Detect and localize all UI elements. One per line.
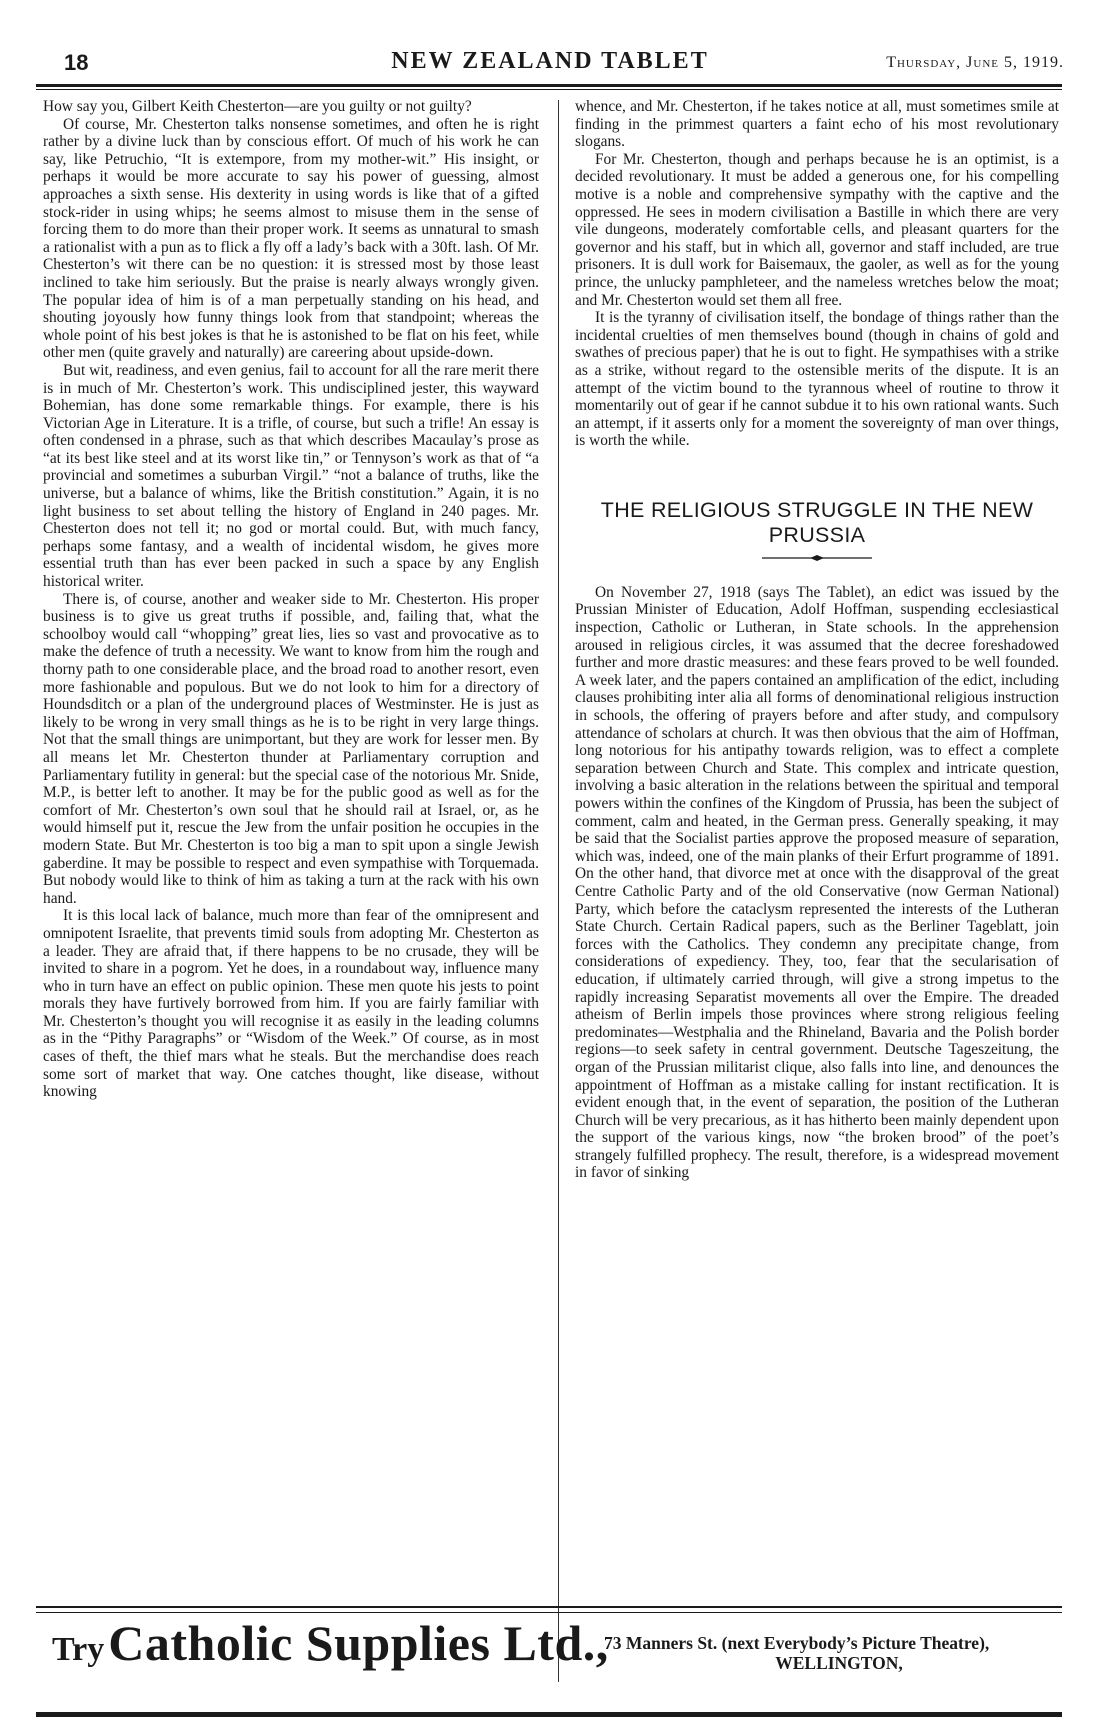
masthead: NEW ZEALAND TABLET: [391, 48, 709, 74]
left-column: [43, 98, 539, 1101]
footer-rule-top: [36, 1606, 1062, 1608]
article-paragraph: On November 27, 1918 (says The Tablet), an edict was issued by the Prussian Minister of Education, Adolf Hoffman, suspending ecclesiastical inspection, Catholic or Lutheran, in State schools. In the apprehension aroused in religious circles, it was assumed that the decree foreshadowed further and more drastic measures: and these fears proved to be well founded. A week later, and the papers contained an amplification of the edict, including clauses prohibiting inter alia all forms of denominational religious instruction in schools, the offering of prayers before and after study, and compulsory attendance of scholars at church. It was then obvious that the aim of Hoffman, long notorious for his antipathy towards religion, was to effect a complete separation between Church and State. This complex and intricate question, involving a basic alteration in the relations between the spiritual and temporal powers within the confines of the Kingdom of Prussia, has been the subject of comment, calm and heated, in the German press. Generally speaking, it may be said that the Socialist parties approve the proposed measure of separation, which was, indeed, one of the main planks of their Erfurt programme of 1891. On the other hand, that divorce met at once with the disapproval of the great Centre Catholic Party and of the old Conservative (now German National) Party, which before the cataclysm represented the interests of the Lutheran State Church. Certain Radical papers, such as the Berliner Tageblatt, join forces with the Catholics. They condemn any precipitate change, from considerations of expediency. They, too, fear that the secularisation of education, if ultimately carried through, will give a strong impetus to the rapidly increasing Separatist movements all over the Empire. The dreaded atheism of Berlin impels those provinces where strong religious feeling predominates—Westphalia and the Rhineland, Bavaria and the Polish border regions—to seek safety in central government. Deutsche Tageszeitung, the organ of the Prussian militarist clique, also falls into line, and denounces the appointment of Hoffman as a mistake calling for instant rectification. It is evident enough that, in the event of separation, the position of the Lutheran Church will be very precarious, as it has hitherto been mainly dependent upon the support of the various kings, now “the broken brood” of the poet’s strangely fulfilled prophecy. The result, therefore, is a widespread movement in favor of sinking: [575, 583, 1059, 1182]
column-divider: [558, 100, 559, 1682]
advertisement-headline: [52, 1614, 609, 1672]
header-rule-thick: [36, 84, 1062, 87]
ad-company-name: Catholic Supplies Ltd.,: [108, 1615, 609, 1671]
right-paragraph: It is the tyranny of civilisation itself, the bondage of things rather than the incidental cruelties of men themselves bound (though in chains of gold and swathes of precious paper) that he is out to fight. He sympathises with a strike as a strike, without regard to the ostensible merits of the dispute. It is an attempt of the victim bound to the tyrannous wheel of routine to throw it momentarily out of gear if he cannot subdue it to his own rational wants. Such an attempt, if it asserts only for a moment the sovereignty of man over things, is worth the while.: [575, 309, 1059, 450]
right-column: [575, 98, 1059, 1182]
article-title: THE RELIGIOUS STRUGGLE IN THE NEW PRUSSIA: [600, 497, 1034, 547]
left-paragraph: Of course, Mr. Chesterton talks nonsense sometimes, and often he is right rather by a divine luck than by conscious effort. Of much of his work he can say, like Petruchio, “It is extempore, from my mother-wit.” His insight, or perhaps it would be more accurate to say his power of guessing, almost approaches a sixth sense. His dexterity in using words is like that of a gifted stock-rider in using whips; he seems almost to misuse them in the sense of forcing them to do more than their proper work. It seems as unnatural to smash a rationalist with a pun as to flick a fly off a lady’s back with a 30ft. lash. Of Mr. Chesterton’s wit there can be no question: it is stressed most by those least inclined to take him seriously. But the praise is nearly always wrongly given. The popular idea of him is of a man perpetually standing on his head, and shouting joyously how funny things look from that standpoint; whereas the whole point of his best jokes is that he is astonished to be flat on his feet, while other men (quite gravely and naturally) are careering about upside-down.: [43, 115, 539, 362]
footer-rule-thin: [36, 1612, 1062, 1613]
left-paragraph: But wit, readiness, and even genius, fail to account for all the rare merit there is in much of Mr. Chesterton’s work. This undisciplined jester, this wayward Bohemian, has done some remarkable things. For example, there is his Victorian Age in Literature. It is a trifle, of course, but such a trifle! An essay is often condensed in a phrase, such as that which describes Macaulay’s prose as “at its best like steel and at its worst like tin,” or Tennyson’s work as that of “a provincial and sometimes a suburban Virgil.” “not a balance of truths, like the universe, but a balance of whims, like the British constitution.” Again, it is no light business to set about telling the history of England in 240 pages. Mr. Chesterton does not tell it; no god or mortal could. But, with much fancy, perhaps some fantasy, and a wealth of incidental wisdom, he gives more essential truth than has ever been packed in such a space by any English historical writer.: [43, 361, 539, 591]
left-paragraph: It is this local lack of balance, much more than fear of the omnipresent and omnipotent Israelite, that prevents timid souls from adopting Mr. Chesterton as a leader. They are afraid that, if there happens to be no crusade, they will be invited to share in a pogrom. Yet he does, in a roundabout way, influence many who in turn have an effect on public opinion. These men quote his jests to point morals they have furtively borrowed from him. If you are fairly familiar with Mr. Chesterton’s thought you will recognise it as easily in the leading columns as in the “Pithy Paragraphs” or “Wisdom of the Week.” Of course, as in most cases of theft, the thief mars what he steals. But the merchandise does reach some sort of market that way. One catches thought, like disease, without knowing: [43, 907, 539, 1101]
page-number: 18: [64, 50, 89, 75]
advertisement-address: [604, 1633, 1074, 1673]
page-header: [36, 50, 1064, 84]
left-paragraph: How say you, Gilbert Keith Chesterton—are you guilty or not guilty?: [43, 98, 472, 115]
footer-rule-bottom: [36, 1712, 1062, 1717]
ad-city-line: WELLINGTON,: [775, 1653, 903, 1673]
right-paragraph: For Mr. Chesterton, though and perhaps because he is an optimist, is a decided revolutionary. It must be added a generous one, for his compelling motive is a noble and comprehensive sympathy with the captive and the oppressed. He sees in modern civilisation a Bastille in which there are very vile dungeons, moderately comfortable cells, and pleasant quarters for the governor and his staff, but in which all, governor and staff included, are true prisoners. It is dull work for Baisemaux, the gaoler, as well as for the young prince, the unlucky pamphleteer, and the nameless wretches below the moat; and Mr. Chesterton would set them all free.: [575, 150, 1059, 309]
issue-date: Thursday, June 5, 1919.: [886, 54, 1064, 71]
ad-address-line: 73 Manners St. (next Everybody’s Picture Theatre),: [604, 1633, 990, 1653]
left-paragraph: There is, of course, another and weaker side to Mr. Chesterton. His proper business is to give us great truths if possible, and, failing that, what the schoolboy would call “whopping” great lies, lies so vast and provocative as to make the defence of truth a necessity. We want to know from him the rough and thorny path to one considerable place, and the broad road to another resort, even more fashionable and populous. But we do not look to him for a directory of Houndsditch or a plan of the underground places of Westminster. He is just as likely to be wrong in very small things as he is to be right in very large things. Not that the small things are unimportant, but they are work for lesser men. By all means let Mr. Chesterton thunder at Parliamentary corruption and Parliamentary futility in general: but the special case of the notorious Mr. Snide, M.P., is better left to another. It may be for the public good as well as for the comfort of Mr. Chesterton’s own soul that he should rail at Israel, or, as he would himself put it, rescue the Jew from the unfair position he occupies in the modern State. But Mr. Chesterton is too big a man to spit upon a single Jewish gaberdine. It may be possible to respect and even sympathise with Torquemada. But nobody would like to think of him as taking a turn at the rack with his own hand.: [43, 590, 539, 907]
right-paragraph: whence, and Mr. Chesterton, if he takes notice at all, must sometimes smile at finding in the primmest quarters a faint echo of his most revolutionary slogans.: [575, 98, 1059, 151]
ornament-rule-icon: [762, 554, 872, 562]
header-rule-thin: [36, 89, 1062, 90]
ad-try-text: Try: [52, 1631, 105, 1668]
